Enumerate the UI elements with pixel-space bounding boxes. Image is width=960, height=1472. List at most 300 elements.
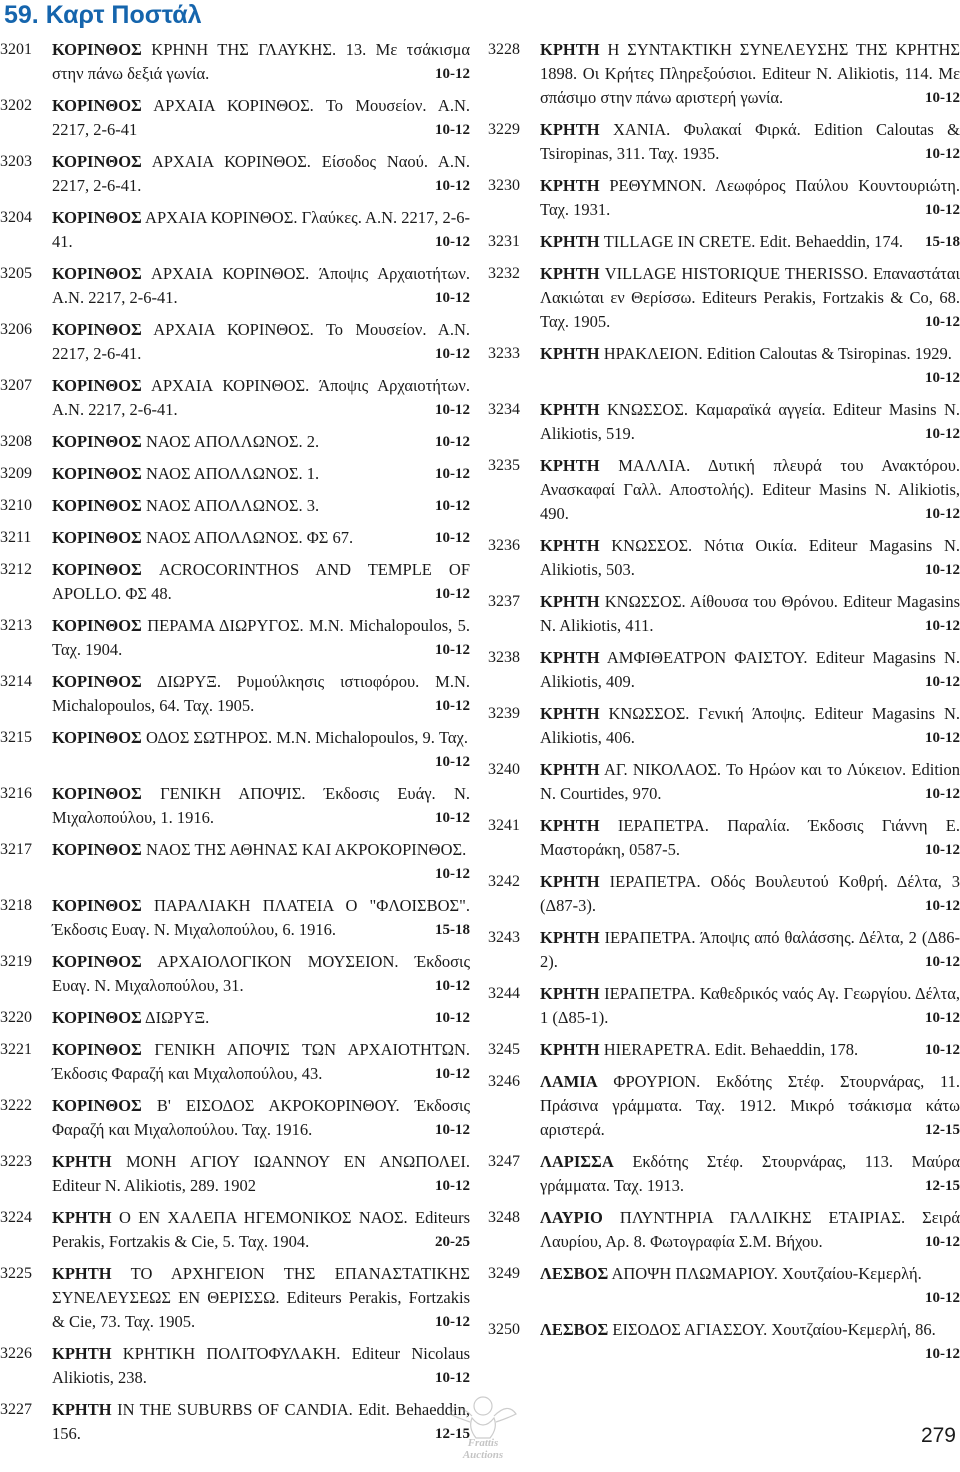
- lot-entry: [488, 1150, 960, 1198]
- lot-description: [52, 838, 470, 886]
- lot-entry: [488, 534, 960, 582]
- lot-price: 10-12: [435, 346, 470, 362]
- lot-number: 3216: [0, 785, 32, 802]
- lot-number: 3207: [0, 377, 32, 394]
- lot-number: 3223: [0, 1153, 32, 1170]
- lot-number: 3206: [0, 321, 32, 338]
- lot-text: ΔΙΩΡΥΞ.: [141, 1008, 210, 1027]
- lot-description: [52, 206, 470, 254]
- lot-place: ΚΡΗΤΗ: [540, 760, 600, 779]
- lot-text: ΜΑΛΛΙΑ. Δυτική πλευρά του Ανακτόρου. Ανασκαφαί Γαλλ. Αποστολής). Editeur Masins N. Alikiotis, 490.: [540, 456, 960, 523]
- lot-price: 10-12: [435, 1370, 470, 1386]
- lot-number: 3234: [488, 401, 520, 418]
- lot-entry: [0, 150, 470, 198]
- lot-price: 10-12: [435, 642, 470, 658]
- lot-place: ΚΟΡΙΝΘΟΣ: [52, 264, 142, 283]
- lot-text: TILLAGE IN CRETE. Edit. Behaeddin, 174.: [599, 232, 903, 251]
- lot-entry: [488, 814, 960, 862]
- lot-place: ΚΡΗΤΗ: [52, 1400, 112, 1419]
- lot-place: ΚΟΡΙΝΘΟΣ: [52, 952, 142, 971]
- lot-description: [52, 462, 470, 486]
- lot-entry: [0, 950, 470, 998]
- lot-entry: [488, 454, 960, 526]
- lot-place: ΚΡΗΤΗ: [540, 592, 600, 611]
- lot-number: 3228: [488, 41, 520, 58]
- lot-entry: [488, 926, 960, 974]
- lot-text: ΑΡΧΑΙΟΛΟΓΙΚΟΝ ΜΟΥΣΕΙΟΝ. Έκδοσις Ευαγ. Ν. Μιχαλοπούλου, 31.: [52, 952, 470, 995]
- lot-number: 3243: [488, 929, 520, 946]
- lot-description: [540, 646, 960, 694]
- lot-place: ΚΡΗΤΗ: [540, 120, 600, 139]
- lot-number: 3238: [488, 649, 520, 666]
- lot-entry: [0, 462, 470, 486]
- lot-number: 3249: [488, 1265, 520, 1282]
- lot-text: ΔΙΩΡΥΞ. Ρυμούλκησις ιστιοφόρου. M.N. Michalopoulos, 64. Ταχ. 1905.: [52, 672, 470, 715]
- lot-place: ΚΟΡΙΝΘΟΣ: [52, 40, 142, 59]
- lot-number: 3204: [0, 209, 32, 226]
- lot-description: [540, 174, 960, 222]
- lot-description: [52, 782, 470, 830]
- lot-text: VILLAGE HISTORIQUE THERISSO. Επαναστάται Λακιώται εν Θερίσσω. Editeurs Perakis, Fortzakis & Co, 68. Ταχ. 1905.: [540, 264, 960, 331]
- lot-description: [52, 430, 470, 454]
- lot-description: [52, 374, 470, 422]
- lot-price: 10-12: [925, 1010, 960, 1026]
- lot-entry: [488, 262, 960, 334]
- lot-price: 10-12: [435, 530, 470, 546]
- lot-description: [540, 38, 960, 110]
- lot-text: ΑΡΧΑΙΑ ΚΟΡΙΝΘΟΣ. Το Μουσείον. Α.Ν. 2217, 2-6-41.: [52, 320, 470, 363]
- lot-text: ΚΝΩΣΣΟΣ. Καμαραϊκά αγγεία. Editeur Masins N. Alikiotis, 519.: [540, 400, 960, 443]
- lot-entry: [488, 982, 960, 1030]
- lot-price: 10-12: [435, 1314, 470, 1330]
- lot-entry: [488, 702, 960, 750]
- lot-description: [52, 670, 470, 718]
- lot-text: ΑΜΦΙΘΕΑΤΡΟΝ ΦΑΙΣΤΟΥ. Editeur Magasins N. Alikiotis, 409.: [540, 648, 960, 691]
- lot-text: ΠΑΡΑΛΙΑΚΗ ΠΛΑΤΕΙΑ Ο "ΦΛΟΙΣΒΟΣ". Έκδοσις Ευαγ. Ν. Μιχαλοπούλου, 6. 1916.: [52, 896, 470, 939]
- lot-description: [540, 1262, 960, 1310]
- lot-text: ΙΕΡΑΠΕΤΡΑ. Οδός Βουλευτού Κοθρή. Δέλτα, 3 (Δ87-3).: [540, 872, 960, 915]
- section-title: 59. Καρτ Ποστάλ: [4, 1, 202, 29]
- lot-description: [540, 342, 960, 390]
- lot-number: 3250: [488, 1321, 520, 1338]
- lot-text: HIERAPETRA. Edit. Behaeddin, 178.: [599, 1040, 859, 1059]
- lot-text: Η ΣΥΝΤΑΚΤΙΚΗ ΣΥΝΕΛΕΥΣΗΣ ΤΗΣ ΚΡΗΤΗΣ 1898. Οι Κρήτες Πληρεξούσιοι. Editeur N. Alikiotis, 114. Με σπάσιμο στην πάνω αριστερή γωνία.: [540, 40, 960, 107]
- lot-entry: [488, 1070, 960, 1142]
- lot-number: 3248: [488, 1209, 520, 1226]
- lot-price: 10-12: [925, 90, 960, 106]
- lot-number: 3235: [488, 457, 520, 474]
- lot-description: [540, 1206, 960, 1254]
- lot-description: [540, 534, 960, 582]
- lot-number: 3209: [0, 465, 32, 482]
- lot-entry: [0, 614, 470, 662]
- lot-place: ΚΡΗΤΗ: [540, 456, 600, 475]
- lot-text: Ο ΕΝ ΧΑΛΕΠΑ ΗΓΕΜΟΝΙΚΟΣ ΝΑΟΣ. Editeurs Perakis, Fortzakis & Cie, 5. Ταχ. 1904.: [52, 1208, 470, 1251]
- lot-text: ΡΕΘΥΜΝΟΝ. Λεωφόρος Παύλου Κουντουριώτη. Ταχ. 1931.: [540, 176, 960, 219]
- lot-price: 12-15: [435, 1426, 470, 1442]
- lot-entry: [488, 38, 960, 110]
- lot-text: ΑΓ. ΝΙΚΟΛΑΟΣ. Το Ηρώον και το Λύκειον. Edition N. Courtides, 970.: [540, 760, 960, 803]
- lot-number: 3236: [488, 537, 520, 554]
- lot-entry: [488, 758, 960, 806]
- lot-entry: [0, 206, 470, 254]
- lot-number: 3208: [0, 433, 32, 450]
- lot-price: 10-12: [435, 698, 470, 714]
- lot-description: [52, 262, 470, 310]
- lot-price: 10-12: [435, 234, 470, 250]
- lot-price: 20-25: [435, 1234, 470, 1250]
- lot-text: ACROCORINTHOS AND TEMPLE OF APOLLO. ΦΣ 48.: [52, 560, 470, 603]
- lot-text: ΑΠΟΨΗ ΠΛΩΜΑΡΙΟΥ. Χουτζαίου-Κεμερλή.: [608, 1264, 922, 1283]
- lot-place: ΚΟΡΙΝΘΟΣ: [52, 528, 142, 547]
- lot-place: ΚΟΡΙΝΘΟΣ: [52, 1096, 142, 1115]
- lot-text: ΚΝΩΣΣΟΣ. Νότια Οικία. Editeur Magasins N. Alikiotis, 503.: [540, 536, 960, 579]
- lot-price: 12-15: [925, 1178, 960, 1194]
- lot-number: 3215: [0, 729, 32, 746]
- lot-place: ΚΡΗΤΗ: [52, 1208, 112, 1227]
- lot-entry: [488, 118, 960, 166]
- lot-number: 3225: [0, 1265, 32, 1282]
- lot-entry: [488, 590, 960, 638]
- lot-text: ΧΑΝΙΑ. Φυλακαί Φιρκά. Edition Caloutas & Tsiropinas, 311. Ταχ. 1935.: [540, 120, 960, 163]
- lot-number: 3205: [0, 265, 32, 282]
- lot-description: [52, 526, 470, 550]
- lot-entry: [488, 230, 960, 254]
- lot-entry: [0, 318, 470, 366]
- lot-description: [52, 318, 470, 366]
- lot-number: 3212: [0, 561, 32, 578]
- lot-entry: [0, 526, 470, 550]
- lot-text: ΗΡΑΚΛΕΙΟΝ. Edition Caloutas & Tsiropinas. 1929.: [599, 344, 952, 363]
- lot-place: ΛΑΜΙΑ: [540, 1072, 598, 1091]
- lot-place: ΚΡΗΤΗ: [540, 928, 600, 947]
- lot-text: ΚΡΗΤΙΚΗ ΠΟΛΙΤΟΦΥΛΑΚΗ. Editeur Nicolaus Alikiotis, 238.: [52, 1344, 470, 1387]
- lot-number: 3211: [0, 529, 32, 546]
- lot-description: [52, 1398, 470, 1446]
- lot-text: ΠΕΡΑΜΑ ΔΙΩΡΥΓΟΣ. M.N. Michalopoulos, 5. Ταχ. 1904.: [52, 616, 470, 659]
- lot-price: 10-12: [925, 786, 960, 802]
- lot-text: ΚΝΩΣΣΟΣ. Γενική Άποψις. Editeur Magasins N. Alikiotis, 406.: [540, 704, 960, 747]
- lot-text: ΑΡΧΑΙΑ ΚΟΡΙΝΘΟΣ. Γλαύκες. Α.Ν. 2217, 2-6-41.: [52, 208, 470, 251]
- lot-entry: [0, 374, 470, 422]
- lot-entry: [0, 430, 470, 454]
- lot-number: 3203: [0, 153, 32, 170]
- lot-place: ΚΟΡΙΝΘΟΣ: [52, 560, 142, 579]
- lot-description: [540, 758, 960, 806]
- lot-entry: [0, 1038, 470, 1086]
- lot-number: 3226: [0, 1345, 32, 1362]
- lot-place: ΛΕΣΒΟΣ: [540, 1264, 609, 1283]
- lot-text: ΝΑΟΣ ΑΠΟΛΛΩΝΟΣ. 3.: [141, 496, 320, 515]
- lot-place: ΚΡΗΤΗ: [540, 648, 600, 667]
- watermark-line-2: Auctions: [462, 1449, 504, 1460]
- lot-price: 15-18: [435, 922, 470, 938]
- lot-description: [540, 398, 960, 446]
- lot-place: ΚΡΗΤΗ: [540, 704, 600, 723]
- lot-price: 10-12: [435, 1178, 470, 1194]
- lot-description: [540, 1038, 960, 1062]
- lot-entry: [0, 670, 470, 718]
- lot-price: 10-12: [435, 978, 470, 994]
- lot-text: IN THE SUBURBS OF CANDIA. Edit. Behaeddin, 156.: [52, 1400, 470, 1443]
- lot-price: 10-12: [925, 562, 960, 578]
- lot-number: 3245: [488, 1041, 520, 1058]
- lot-price: 10-12: [925, 1042, 960, 1058]
- lot-description: [52, 726, 470, 774]
- lot-column-right: [488, 38, 960, 1374]
- lot-price: 10-12: [435, 1010, 470, 1026]
- lot-text: ΝΑΟΣ ΤΗΣ ΑΘΗΝΑΣ ΚΑΙ ΑΚΡΟΚΟΡΙΝΘΟΣ.: [141, 840, 467, 859]
- lot-number: 3230: [488, 177, 520, 194]
- lot-description: [52, 558, 470, 606]
- lot-place: ΚΟΡΙΝΘΟΣ: [52, 672, 142, 691]
- lot-entry: [0, 1006, 470, 1030]
- lot-price: 10-12: [925, 146, 960, 162]
- lot-text: ΑΡΧΑΙΑ ΚΟΡΙΝΘΟΣ. Το Μουσείον. Α.Ν. 2217, 2-6-41: [52, 96, 470, 139]
- lot-place: ΚΟΡΙΝΘΟΣ: [52, 208, 142, 227]
- lot-number: 3231: [488, 233, 520, 250]
- lot-price: 10-12: [925, 898, 960, 914]
- lot-place: ΚΡΗΤΗ: [540, 872, 600, 891]
- lot-price: 10-12: [925, 954, 960, 970]
- lot-description: [540, 454, 960, 526]
- lot-price: 10-12: [435, 754, 470, 770]
- lot-description: [540, 1150, 960, 1198]
- lot-description: [540, 230, 960, 254]
- lot-text: ΕΙΣΟΔΟΣ ΑΓΙΑΣΣΟΥ. Χουτζαίου-Κεμερλή, 86.: [608, 1320, 936, 1339]
- lot-place: ΚΡΗΤΗ: [540, 232, 600, 251]
- lot-entry: [488, 342, 960, 390]
- lot-text: ΓΕΝΙΚΗ ΑΠΟΨΙΣ. Έκδοσις Ευάγ. Ν. Μιχαλοπούλου, 1. 1916.: [52, 784, 470, 827]
- lot-entry: [0, 838, 470, 886]
- lot-place: ΚΟΡΙΝΘΟΣ: [52, 152, 142, 171]
- lot-text: ΓΕΝΙΚΗ ΑΠΟΨΙΣ ΤΩΝ ΑΡΧΑΙΟΤΗΤΩΝ. Έκδοσις Φαραζή και Μιχαλοπούλου, 43.: [52, 1040, 470, 1083]
- lot-number: 3241: [488, 817, 520, 834]
- lot-place: ΚΡΗΤΗ: [540, 264, 600, 283]
- lot-price: 10-12: [435, 434, 470, 450]
- lot-place: ΚΡΗΤΗ: [52, 1264, 112, 1283]
- lot-entry: [0, 558, 470, 606]
- lot-description: [540, 814, 960, 862]
- lot-price: 10-12: [925, 1290, 960, 1306]
- lot-description: [52, 1038, 470, 1086]
- lot-price: 10-12: [925, 842, 960, 858]
- lot-entry: [0, 726, 470, 774]
- lot-text: ΦΡΟΥΡΙΟΝ. Εκδότης Στέφ. Στουρνάρας, 11. Πράσινα γράμματα. Ταχ. 1912. Μικρό τσάκισμα κάτω αριστερά.: [540, 1072, 960, 1139]
- lot-number: 3219: [0, 953, 32, 970]
- lot-description: [540, 590, 960, 638]
- lot-price: 10-12: [435, 866, 470, 882]
- lot-number: 3244: [488, 985, 520, 1002]
- lot-price: 10-12: [435, 290, 470, 306]
- lot-description: [52, 94, 470, 142]
- lot-price: 10-12: [435, 402, 470, 418]
- lot-description: [52, 950, 470, 998]
- lot-text: ΝΑΟΣ ΑΠΟΛΛΩΝΟΣ. 1.: [141, 464, 320, 483]
- lot-number: 3214: [0, 673, 32, 690]
- lot-place: ΚΟΡΙΝΘΟΣ: [52, 616, 142, 635]
- lot-entry: [0, 894, 470, 942]
- lot-price: 10-12: [435, 122, 470, 138]
- lot-entry: [0, 38, 470, 86]
- lot-number: 3222: [0, 1097, 32, 1114]
- lot-price: 10-12: [435, 66, 470, 82]
- lot-number: 3239: [488, 705, 520, 722]
- lot-text: ΑΡΧΑΙΑ ΚΟΡΙΝΘΟΣ. Άποψις Αρχαιοτήτων. Α.Ν. 2217, 2-6-41.: [52, 376, 470, 419]
- lot-description: [52, 1094, 470, 1142]
- lot-number: 3246: [488, 1073, 520, 1090]
- lot-entry: [0, 1206, 470, 1254]
- lot-text: ΜΟΝΗ ΑΓΙΟΥ ΙΩΑΝΝΟΥ ΕΝ ΑΝΩΠΟΛΕΙ. Editeur N. Alikiotis, 289. 1902: [52, 1152, 470, 1195]
- lot-number: 3221: [0, 1041, 32, 1058]
- lot-description: [540, 870, 960, 918]
- lot-place: ΛΑΡΙΣΣΑ: [540, 1152, 614, 1171]
- lot-place: ΚΟΡΙΝΘΟΣ: [52, 96, 142, 115]
- lot-text: Εκδότης Στέφ. Στουρνάρας, 113. Μαύρα γράμματα. Ταχ. 1913.: [540, 1152, 960, 1195]
- lot-entry: [0, 1150, 470, 1198]
- lot-place: ΚΟΡΙΝΘΟΣ: [52, 896, 142, 915]
- lot-number: 3210: [0, 497, 32, 514]
- lot-place: ΚΡΗΤΗ: [540, 816, 600, 835]
- lot-price: 10-12: [435, 810, 470, 826]
- lot-description: [52, 494, 470, 518]
- lot-description: [52, 1150, 470, 1198]
- lot-description: [52, 1262, 470, 1334]
- lot-price: 12-15: [925, 1122, 960, 1138]
- lot-number: 3233: [488, 345, 520, 362]
- lot-place: ΚΡΗΤΗ: [540, 1040, 600, 1059]
- lot-number: 3227: [0, 1401, 32, 1418]
- lot-place: ΚΡΗΤΗ: [540, 344, 600, 363]
- lot-place: ΚΟΡΙΝΘΟΣ: [52, 464, 142, 483]
- lot-entry: [0, 1094, 470, 1142]
- auction-logo-watermark: [428, 1388, 538, 1460]
- lot-column-left: [0, 38, 470, 1454]
- lot-description: [52, 150, 470, 198]
- lot-text: ΙΕΡΑΠΕΤΡΑ. Άποψις από θαλάσσης. Δέλτα, 2 (Δ86-2).: [540, 928, 960, 971]
- lot-description: [540, 982, 960, 1030]
- lot-place: ΚΟΡΙΝΘΟΣ: [52, 496, 142, 515]
- lot-price: 10-12: [925, 618, 960, 634]
- lot-price: 10-12: [925, 1234, 960, 1250]
- lot-number: 3229: [488, 121, 520, 138]
- lot-number: 3232: [488, 265, 520, 282]
- lot-entry: [0, 1398, 470, 1446]
- lot-entry: [488, 174, 960, 222]
- lot-text: ΝΑΟΣ ΑΠΟΛΛΩΝΟΣ. ΦΣ 67.: [141, 528, 354, 547]
- watermark-line-1: Frattis: [467, 1437, 499, 1449]
- lot-place: ΚΟΡΙΝΘΟΣ: [52, 784, 142, 803]
- lot-text: ΤΟ ΑΡΧΗΓΕΙΟΝ ΤΗΣ ΕΠΑΝΑΣΤΑΤΙΚΗΣ ΣΥΝΕΛΕΥΣΕΩΣ ΕΝ ΘΕΡΙΣΣΩ. Editeurs Perakis, Fortzakis & Cie, 73. Ταχ. 1905.: [52, 1264, 470, 1331]
- lot-entry: [488, 870, 960, 918]
- lot-number: 3224: [0, 1209, 32, 1226]
- lot-text: ΚΡΗΝΗ ΤΗΣ ΓΛΑΥΚΗΣ. 13. Με τσάκισμα στην πάνω δεξιά γωνία.: [52, 40, 470, 83]
- lot-price: 10-12: [435, 498, 470, 514]
- lot-number: 3201: [0, 41, 32, 58]
- page-number: 279: [920, 1424, 956, 1447]
- lot-description: [52, 38, 470, 86]
- lot-place: ΛΕΣΒΟΣ: [540, 1320, 609, 1339]
- lot-entry: [488, 1318, 960, 1366]
- lot-entry: [488, 398, 960, 446]
- lot-place: ΚΡΗΤΗ: [540, 176, 600, 195]
- lot-text: ΠΛΥΝΤΗΡΙΑ ΓΑΛΛΙΚΗΣ ΕΤΑΙΡΙΑΣ. Σειρά Λαυρίου, Αρ. 8. Φωτογραφία Σ.Μ. Βήχου.: [540, 1208, 960, 1251]
- lot-number: 3220: [0, 1009, 32, 1026]
- lot-number: 3242: [488, 873, 520, 890]
- lot-entry: [0, 94, 470, 142]
- lot-price: 10-12: [925, 1346, 960, 1362]
- lot-place: ΚΡΗΤΗ: [52, 1344, 112, 1363]
- lot-description: [540, 926, 960, 974]
- lot-place: ΚΟΡΙΝΘΟΣ: [52, 320, 142, 339]
- lot-place: ΚΡΗΤΗ: [540, 984, 600, 1003]
- lot-entry: [488, 1206, 960, 1254]
- lot-text: ΙΕΡΑΠΕΤΡΑ. Παραλία. Έκδοσις Γιάννη Ε. Μαστοράκη, 0587-5.: [540, 816, 960, 859]
- lot-price: 10-12: [435, 1066, 470, 1082]
- lot-text: ΙΕΡΑΠΕΤΡΑ. Καθεδρικός ναός Αγ. Γεωργίου. Δέλτα, 1 (Δ85-1).: [540, 984, 960, 1027]
- lot-description: [52, 894, 470, 942]
- lot-place: ΛΑΥΡΙΟ: [540, 1208, 603, 1227]
- lot-number: 3240: [488, 761, 520, 778]
- lot-price: 15-18: [925, 234, 960, 250]
- lot-entry: [488, 1038, 960, 1062]
- lot-description: [540, 702, 960, 750]
- lot-number: 3202: [0, 97, 32, 114]
- lot-place: ΚΡΗΤΗ: [540, 40, 600, 59]
- lot-number: 3247: [488, 1153, 520, 1170]
- lot-place: ΚΟΡΙΝΘΟΣ: [52, 728, 142, 747]
- lot-text: ΝΑΟΣ ΑΠΟΛΛΩΝΟΣ. 2.: [141, 432, 320, 451]
- lot-place: ΚΡΗΤΗ: [540, 536, 600, 555]
- lot-number: 3217: [0, 841, 32, 858]
- lot-description: [540, 262, 960, 334]
- lot-number: 3237: [488, 593, 520, 610]
- lot-description: [52, 1006, 470, 1030]
- lot-text: ΚΝΩΣΣΟΣ. Αίθουσα του Θρόνου. Editeur Magasins N. Alikiotis, 411.: [540, 592, 960, 635]
- lot-place: ΚΟΡΙΝΘΟΣ: [52, 1008, 142, 1027]
- lot-place: ΚΟΡΙΝΘΟΣ: [52, 432, 142, 451]
- lot-text: Β' ΕΙΣΟΔΟΣ ΑΚΡΟΚΟΡΙΝΘΟΥ. Έκδοσις Φαραζή και Μιχαλοπούλου. Ταχ. 1916.: [52, 1096, 470, 1139]
- lot-description: [52, 614, 470, 662]
- lot-entry: [0, 1262, 470, 1334]
- lot-description: [52, 1206, 470, 1254]
- lot-place: ΚΟΡΙΝΘΟΣ: [52, 840, 142, 859]
- lot-description: [540, 1070, 960, 1142]
- lot-place: ΚΡΗΤΗ: [540, 400, 600, 419]
- lot-price: 10-12: [925, 314, 960, 330]
- lot-price: 10-12: [925, 730, 960, 746]
- lot-place: ΚΡΗΤΗ: [52, 1152, 112, 1171]
- lot-description: [540, 118, 960, 166]
- lot-entry: [488, 646, 960, 694]
- lot-entry: [488, 1262, 960, 1310]
- lot-price: 10-12: [925, 202, 960, 218]
- lot-number: 3218: [0, 897, 32, 914]
- lot-entry: [0, 1342, 470, 1390]
- lot-entry: [0, 494, 470, 518]
- lot-place: ΚΟΡΙΝΘΟΣ: [52, 1040, 142, 1059]
- lot-number: 3213: [0, 617, 32, 634]
- lot-price: 10-12: [435, 178, 470, 194]
- lot-price: 10-12: [435, 1122, 470, 1138]
- lot-price: 10-12: [435, 466, 470, 482]
- lot-price: 10-12: [925, 426, 960, 442]
- lot-entry: [0, 782, 470, 830]
- lot-price: 10-12: [925, 674, 960, 690]
- lot-entry: [0, 262, 470, 310]
- lot-text: ΑΡΧΑΙΑ ΚΟΡΙΝΘΟΣ. Είσοδος Ναού. Α.Ν. 2217, 2-6-41.: [52, 152, 470, 195]
- lot-text: ΑΡΧΑΙΑ ΚΟΡΙΝΘΟΣ. Άποψις Αρχαιοτήτων. Α.Ν. 2217, 2-6-41.: [52, 264, 470, 307]
